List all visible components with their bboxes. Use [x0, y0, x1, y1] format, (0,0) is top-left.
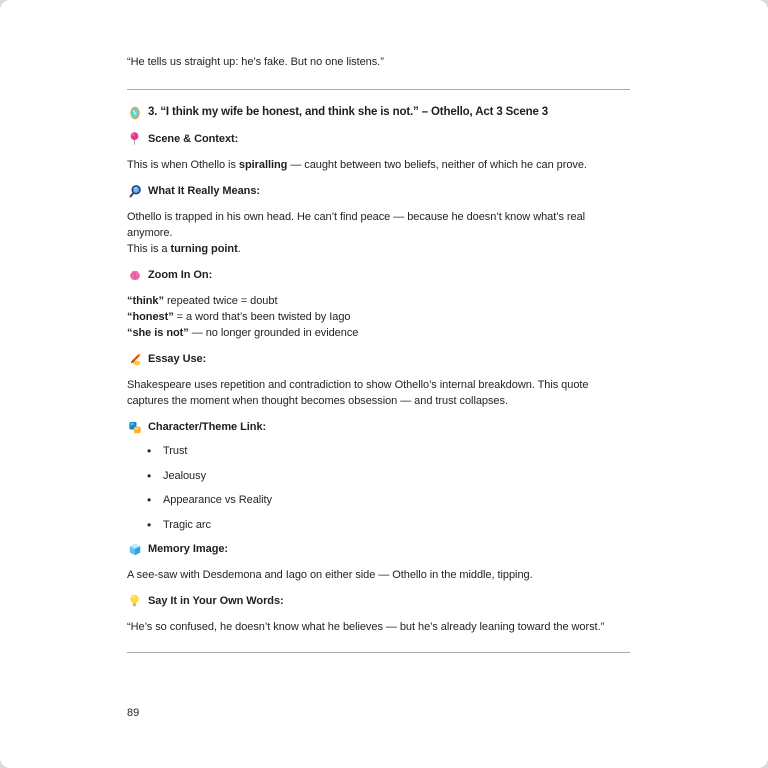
round-pushpin-icon: [127, 131, 142, 147]
bold-run: turning point: [170, 243, 238, 255]
section-heading-label: What It Really Means:: [148, 185, 261, 197]
document-body: [127, 0, 630, 653]
section-heading-label: Say It in Your Own Words:: [148, 595, 284, 607]
zoom-in-on-paragraph: [127, 293, 630, 341]
bold-run: spiralling: [238, 159, 288, 171]
section-heading-label: Scene & Context:: [148, 133, 239, 145]
text-line: Othello is trapped in his own head. He can’t find peace — because he doesn’t know what’s real anymore.: [127, 211, 586, 239]
text-run: — no longer grounded in evidence: [188, 327, 359, 339]
brain-icon: [127, 267, 142, 283]
section-heading-label: Essay Use:: [148, 353, 207, 365]
list-item: • Trust: [127, 443, 630, 459]
say-it-paragraph: “He’s so confused, he doesn’t know what he believes — but he’s already leaning toward the worst.”: [127, 621, 605, 633]
what-it-means-heading: [127, 183, 630, 199]
section-heading-label: Memory Image:: [148, 543, 229, 555]
theme-bullet-list: [127, 443, 630, 533]
scene-context-heading: [127, 131, 630, 147]
quote-heading: [127, 104, 630, 121]
say-it-heading: [127, 593, 630, 609]
section-heading-label: Zoom In On:: [148, 269, 213, 281]
text-run: This is when Othello is: [127, 159, 239, 171]
scene-context-paragraph: [127, 157, 630, 173]
section-divider-bottom: [127, 652, 630, 653]
text-run: = a word that’s been twisted by Iago: [173, 311, 351, 323]
essay-use-heading: [127, 351, 630, 367]
bold-run: “honest”: [127, 311, 174, 323]
intro-quote-paragraph: [127, 54, 630, 70]
bold-run: “think”: [127, 295, 164, 307]
text-run: This is a: [127, 243, 171, 255]
list-item: • Tragic arc: [127, 517, 630, 533]
mirror-icon: [127, 105, 142, 121]
memory-image-heading: [127, 541, 630, 557]
section-divider-top: [127, 89, 630, 90]
text-run: — caught between two beliefs, neither of which he can prove.: [287, 159, 587, 171]
zoom-in-on-heading: [127, 267, 630, 283]
intro-quote-text: “He tells us straight up: he’s fake. But no one listens.”: [127, 56, 384, 68]
text-run: repeated twice = doubt: [163, 295, 278, 307]
writing-hand-icon: [127, 351, 142, 367]
list-item: • Appearance vs Reality: [127, 492, 630, 508]
memory-image-paragraph: A see-saw with Desdemona and Iago on either side — Othello in the middle, tipping.: [127, 569, 533, 581]
bold-run: “she is not”: [127, 327, 189, 339]
section-heading-label: Character/Theme Link:: [148, 421, 267, 433]
ice-cube-icon: [127, 541, 142, 557]
list-item: • Jealousy: [127, 468, 630, 484]
light-bulb-icon: [127, 593, 142, 609]
overlapping-squares-icon: [127, 419, 142, 435]
character-theme-link-heading: [127, 419, 630, 435]
page-number: 89: [127, 707, 140, 719]
what-it-means-paragraph: [127, 209, 630, 257]
quote-heading-text: 3. “I think my wife be honest, and think she is not.” – Othello, Act 3 Scene 3: [148, 106, 549, 118]
text-run: .: [237, 243, 241, 255]
essay-use-paragraph: Shakespeare uses repetition and contradiction to show Othello’s internal breakdown. This quote captures the moment when thought becomes obsession — and trust collapses.: [127, 379, 589, 407]
magnifying-glass-icon: [127, 183, 142, 199]
